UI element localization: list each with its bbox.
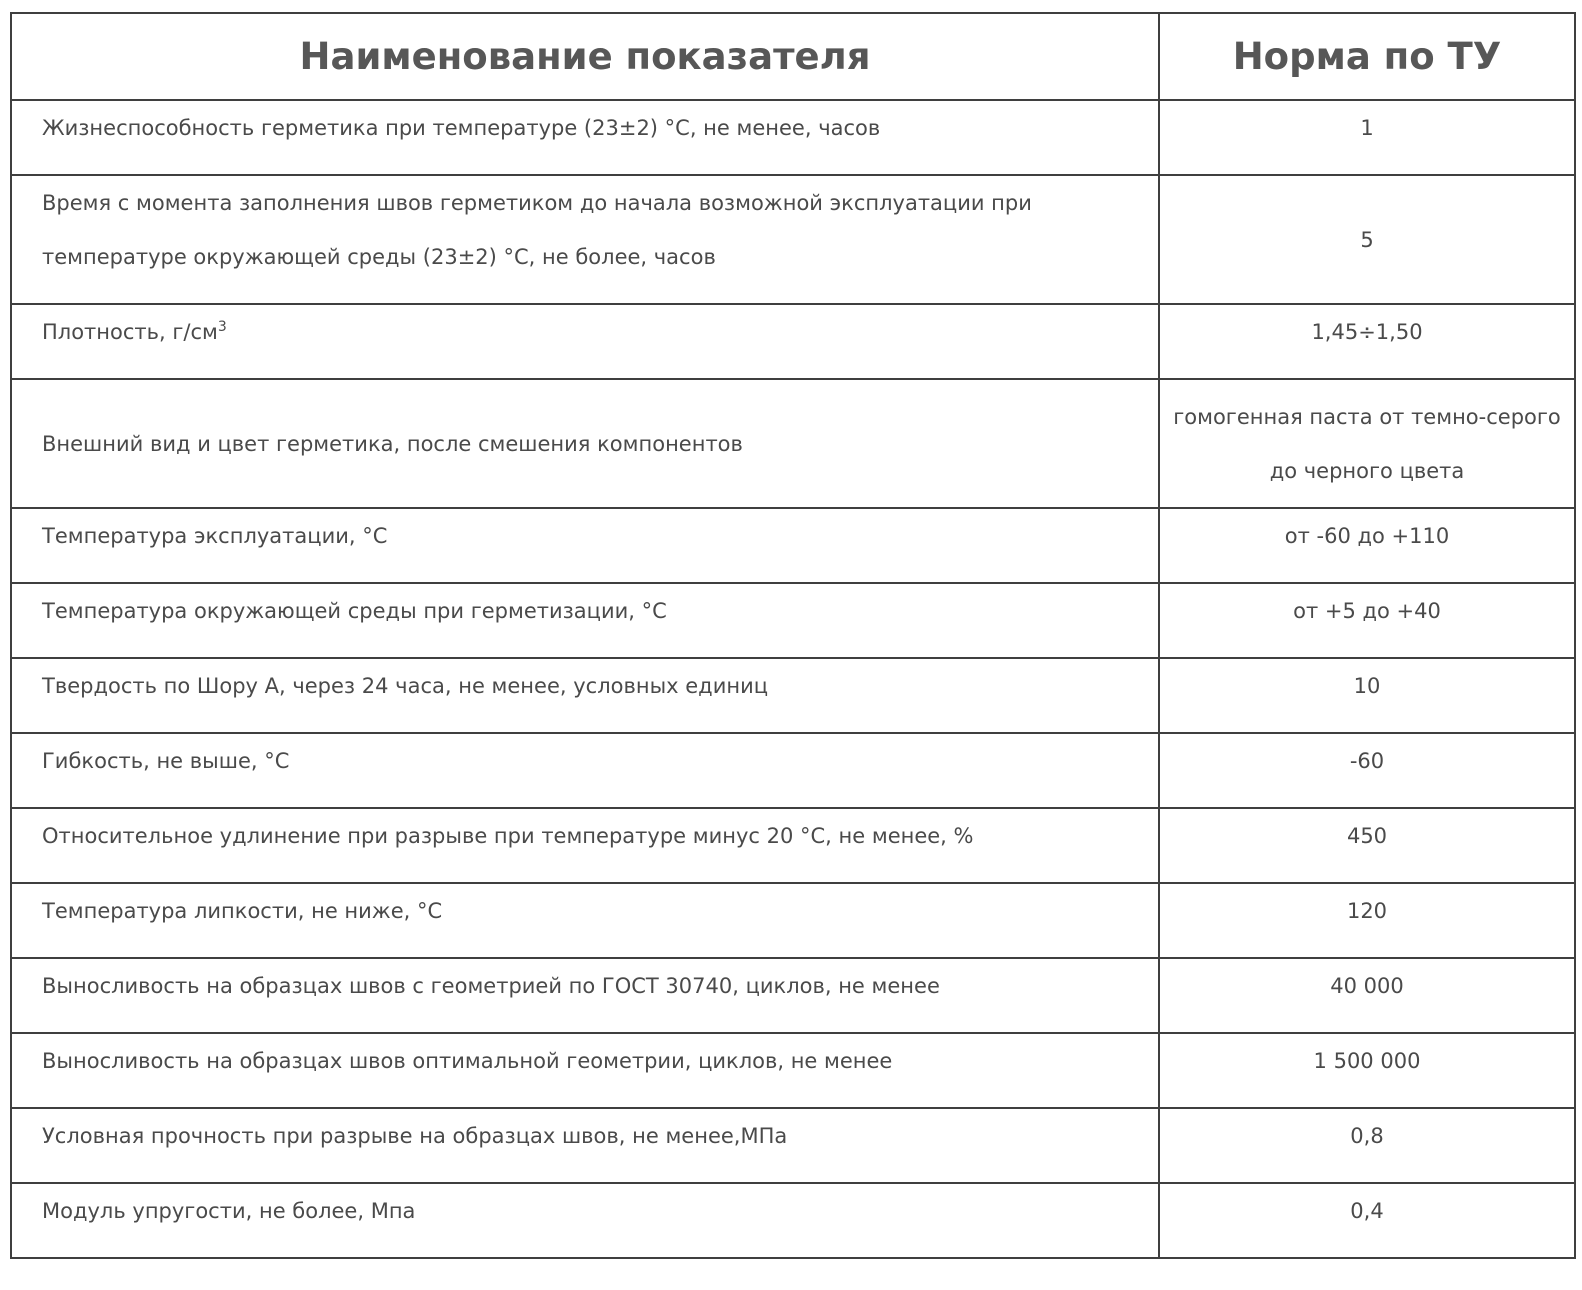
header-value: Норма по ТУ <box>1159 13 1575 100</box>
header-name: Наименование показателя <box>11 13 1159 100</box>
table-row <box>11 1033 1575 1108</box>
row-value: от -60 до +110 <box>1159 508 1575 583</box>
row-name: Температура окружающей среды при герметизации, °С <box>11 583 1159 658</box>
row-name: Твердость по Шору А, через 24 часа, не менее, условных единиц <box>11 658 1159 733</box>
row-name: Модуль упругости, не более, Мпа <box>11 1183 1159 1258</box>
table-row <box>11 808 1575 883</box>
row-name: Жизнеспособность герметика при температуре (23±2) °С, не менее, часов <box>11 100 1159 175</box>
row-value: -60 <box>1159 733 1575 808</box>
table-row <box>11 958 1575 1033</box>
row-value: от +5 до +40 <box>1159 583 1575 658</box>
table-row <box>11 583 1575 658</box>
table-row <box>11 508 1575 583</box>
superscript: 3 <box>217 319 227 335</box>
row-value: 0,8 <box>1159 1108 1575 1183</box>
table-row <box>11 658 1575 733</box>
row-value: 0,4 <box>1159 1183 1575 1258</box>
row-value: 10 <box>1159 658 1575 733</box>
table-row <box>11 1108 1575 1183</box>
table-row <box>11 379 1575 508</box>
row-name: Температура липкости, не ниже, °С <box>11 883 1159 958</box>
row-name: Внешний вид и цвет герметика, после смешения компонентов <box>11 379 1159 508</box>
table-row <box>11 1183 1575 1258</box>
table-row <box>11 304 1575 379</box>
row-name: Температура эксплуатации, °С <box>11 508 1159 583</box>
table-row <box>11 100 1575 175</box>
spec-table <box>10 12 1576 1259</box>
row-name-text: Плотность, г/см <box>42 320 218 344</box>
row-name: Условная прочность при разрыве на образцах швов, не менее,МПа <box>11 1108 1159 1183</box>
row-value: 5 <box>1159 175 1575 304</box>
table-row <box>11 733 1575 808</box>
row-name: Время с момента заполнения швов герметиком до начала возможной эксплуатации при температуре окружающей среды (23±2) °С, не более, часов <box>11 175 1159 304</box>
row-value: 1,45÷1,50 <box>1159 304 1575 379</box>
table-row <box>11 883 1575 958</box>
row-name: Выносливость на образцах швов оптимальной геометрии, циклов, не менее <box>11 1033 1159 1108</box>
row-value: 450 <box>1159 808 1575 883</box>
row-name <box>11 304 1159 379</box>
table-header-row <box>11 13 1575 100</box>
row-value: 120 <box>1159 883 1575 958</box>
row-value: гомогенная паста от темно-серого до черного цвета <box>1159 379 1575 508</box>
row-name: Выносливость на образцах швов с геометрией по ГОСТ 30740, циклов, не менее <box>11 958 1159 1033</box>
row-value: 1 <box>1159 100 1575 175</box>
table-row <box>11 175 1575 304</box>
row-name: Относительное удлинение при разрыве при температуре минус 20 °С, не менее, % <box>11 808 1159 883</box>
row-value: 1 500 000 <box>1159 1033 1575 1108</box>
row-value: 40 000 <box>1159 958 1575 1033</box>
row-name: Гибкость, не выше, °С <box>11 733 1159 808</box>
